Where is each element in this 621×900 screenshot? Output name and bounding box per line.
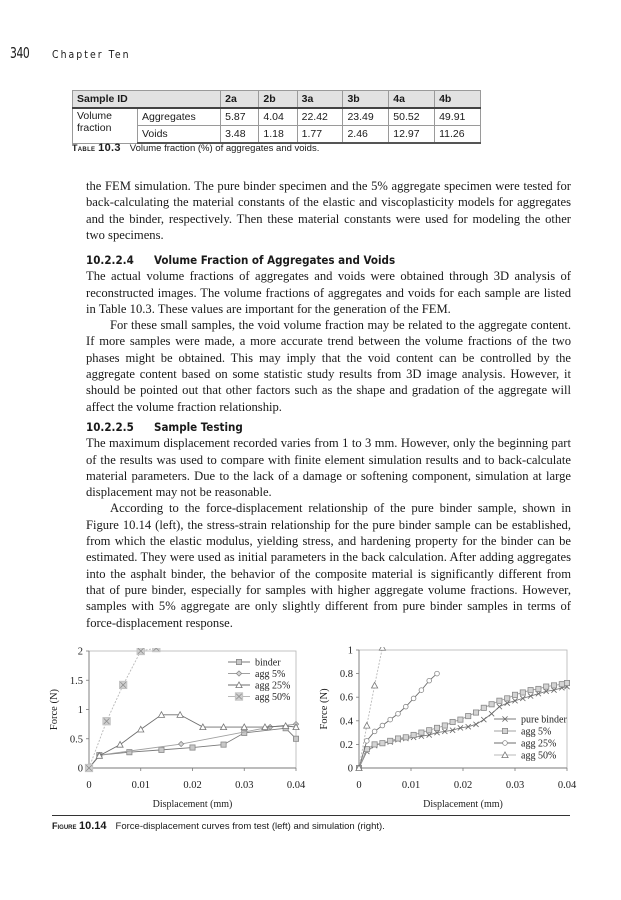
legend-label: agg 5% [521,726,552,738]
x-tick-label: 0 [356,780,362,791]
figure-charts [0,630,621,810]
legend-label: binder [255,657,281,669]
legend-marker [236,671,241,676]
table-cell: 3.48 [221,126,259,144]
y-tick-label: 1.5 [69,675,83,687]
table-row-label: Aggregates [138,108,221,126]
data-point [536,686,541,691]
data-point [396,711,401,716]
data-point [221,742,226,747]
legend-label: agg 25% [255,680,291,692]
x-tick-label: 0.01 [131,780,150,791]
data-point [435,671,440,676]
table-caption-number: 10.3 [98,142,121,154]
data-point [528,693,533,698]
y-tick-label: 2 [77,646,83,658]
data-point [473,722,478,727]
group-label-line1: Volume [77,110,113,122]
data-point [489,711,494,716]
table-cell: 22.42 [297,108,343,126]
legend-marker [236,659,241,664]
page-header [10,44,144,66]
legend-label: agg 50% [521,750,557,762]
data-point [520,690,525,695]
table-cell: 11.26 [435,126,481,144]
table-header-cell: 3b [343,91,389,109]
x-tick-label: 0.04 [286,780,306,791]
page-number: 340 [10,44,30,62]
legend-item [228,692,290,703]
x-tick-label: 0.02 [453,780,473,791]
y-tick-label: 0.4 [339,716,353,728]
legend-label: agg 25% [521,738,557,750]
y-tick-label: 0.6 [339,692,353,704]
table-caption-label: Table 10.3 [72,142,121,154]
table-row-label: Voids [138,126,221,144]
data-point [159,747,164,752]
data-point [419,730,424,735]
data-point [293,736,298,741]
table-caption [72,142,319,154]
series-agg-25- [86,712,299,771]
figure-caption-label: Figure 10.14 [52,820,107,832]
data-point [427,678,432,683]
data-point [372,742,377,747]
figure-rule [52,815,570,816]
y-tick-label: 0.8 [339,669,353,681]
data-point [512,692,517,697]
legend-item [228,658,281,669]
data-point [520,696,525,701]
series-agg-25- [357,671,440,770]
data-point [411,732,416,737]
section-10-2-2-4 [86,252,571,415]
table-header-cell: 3a [297,91,343,109]
legend-item [228,681,290,692]
chart-simulation [310,630,621,810]
y-tick-label: 0.2 [339,739,353,751]
legend [228,658,290,704]
figure-caption [52,820,385,832]
y-axis-label: Force (N) [319,688,330,730]
series-line [359,674,437,768]
data-point [544,684,549,689]
data-point [497,698,502,703]
data-point [442,723,447,728]
figure-caption-text: Force-displacement curves from test (left) and simulation (right). [115,821,385,832]
data-point [481,717,486,722]
paragraph: the FEM simulation. The pure binder specimen and the 5% aggregate specimen were tested for back-calculating the material constants of the elastic and viscoplasticity models for aggregates and the binder, respectively. Then these material constants were used for modeling the other two specimens. [86,179,571,242]
y-axis-label: Force (N) [49,688,60,731]
body-text-block-1 [86,178,571,243]
data-point [473,710,478,715]
data-point [427,728,432,733]
data-point [117,742,123,748]
series-agg-50- [356,645,386,771]
table-header-cell: 4a [389,91,435,109]
x-axis-label: Displacement (mm) [152,799,233,810]
paragraph: For these small samples, the void volume fraction may be related to the aggregate content. If more samples were made, a more accurate trend between the volume fractions of the two phases might be obtained. This may imply that the void content can be controlled by the aggregate content based on some statistic study results from 3D image analysis. However, it should be pointed out that other factors such as the shape and gradation of the aggregate will affect the volume fraction relationship. [86,318,571,414]
data-point [380,723,385,728]
data-point [481,705,486,710]
table-header-cell: Sample ID [73,91,221,109]
x-tick-label: 0.02 [183,780,202,791]
y-tick-label: 0 [77,763,83,775]
table-header-row [73,91,481,109]
data-point [403,704,408,709]
data-point [564,680,569,685]
data-point [450,719,455,724]
data-point [119,681,127,689]
x-tick-label: 0 [86,780,92,791]
data-point [466,713,471,718]
figure-caption-number: 10.14 [79,820,107,832]
x-tick-label: 0.03 [505,780,525,791]
data-point [489,702,494,707]
group-label-line2: fraction [77,122,112,134]
data-point [419,688,424,693]
legend-item [494,715,567,726]
data-point [551,683,556,688]
data-point [512,698,517,703]
series-binder [86,726,298,771]
section-heading: 10.2.2.4 Volume Fraction of Aggregates and Voids [86,253,396,267]
volume-fraction-table [72,90,481,144]
table-caption-text: Volume fraction (%) of aggregates and voids. [129,143,320,154]
data-point [497,704,502,709]
legend-item [494,727,551,738]
legend-marker [502,728,507,733]
chart-test [0,630,310,810]
series-line [89,648,156,768]
legend-label: agg 50% [255,692,291,703]
chapter-title: Chapter Ten [52,48,131,61]
data-point [380,741,385,746]
legend-label: agg 5% [255,669,286,680]
data-point [85,764,93,772]
y-tick-label: 1 [77,705,83,716]
y-tick-label: 1 [347,645,353,657]
legend-item [494,751,556,762]
legend-item [494,739,556,750]
data-point [372,682,378,688]
series-line [359,648,382,768]
section-heading: 10.2.2.5 Sample Testing [86,420,243,434]
table-header-cell: 4b [435,91,481,109]
data-point [364,739,369,744]
paragraph: According to the force-displacement relationship of the pure binder sample, shown in Figure 10.14 (left), the stress-strain relationship for the pure binder sample can be established, from which the elastic modulus, yielding stress, and hardening property for the binder can be estimated. They were used as initial parameters in the back calculation. After adding aggregates into the asphalt binder, the behavior of the composite material is significantly different from that of pure binder, especially for samples with higher aggregate volume fractions. However, samples with 5% aggregate are only slightly different from pure binder samples in terms of force-displacement response. [86,501,571,630]
table-header-cell: 2b [259,91,297,109]
data-point [411,696,416,701]
table-cell: 12.97 [389,126,435,144]
data-point [190,745,195,750]
table-cell: 4.04 [259,108,297,126]
table-row [73,108,481,126]
table-cell: 2.46 [343,126,389,144]
legend-label: pure binder [521,714,567,726]
legend-item [228,669,285,680]
table-cell: 5.87 [221,108,259,126]
data-point [458,717,463,722]
data-point [138,726,144,732]
data-point [395,736,400,741]
table-cell: 23.49 [343,108,389,126]
data-point [364,722,370,728]
data-point [388,717,393,722]
data-point [528,688,533,693]
section-10-2-2-5 [86,419,571,631]
data-point [103,717,111,725]
x-tick-label: 0.03 [235,780,254,791]
data-point [372,729,377,734]
data-point [559,682,564,687]
y-tick-label: 0.5 [69,734,83,746]
data-point [388,738,393,743]
x-tick-label: 0.01 [401,780,421,791]
paragraph: The actual volume fractions of aggregates and voids were obtained through 3D analysis of reconstructed images. The volume fractions of aggregates and voids for each sample are listed in Table 10.3. These values are important for the generation of the FEM. [86,269,571,316]
data-point [137,647,145,655]
data-point [434,725,439,730]
table-group-label [73,108,138,143]
legend-marker [503,741,508,746]
data-point [379,645,385,651]
data-point [505,696,510,701]
table-cell: 50.52 [389,108,435,126]
legend [494,715,567,762]
legend-marker [235,693,243,701]
x-tick-label: 0.04 [557,780,577,791]
data-point [152,644,160,652]
x-axis-label: Displacement (mm) [423,799,503,810]
data-point [242,730,247,735]
y-tick-label: 0 [347,763,353,775]
table-header-cell: 2a [221,91,259,109]
table-cell: 1.77 [297,126,343,144]
data-point [179,741,184,746]
paragraph: The maximum displacement recorded varies from 1 to 3 mm. However, only the beginning part of the results was used to compare with finite element simulation results and to back-calculate material parameters. Due to the lack of a damage or softening component, simulation at large displacement may not be reasonable. [86,436,571,500]
table-cell: 49.91 [435,108,481,126]
data-point [403,735,408,740]
table-cell: 1.18 [259,126,297,144]
